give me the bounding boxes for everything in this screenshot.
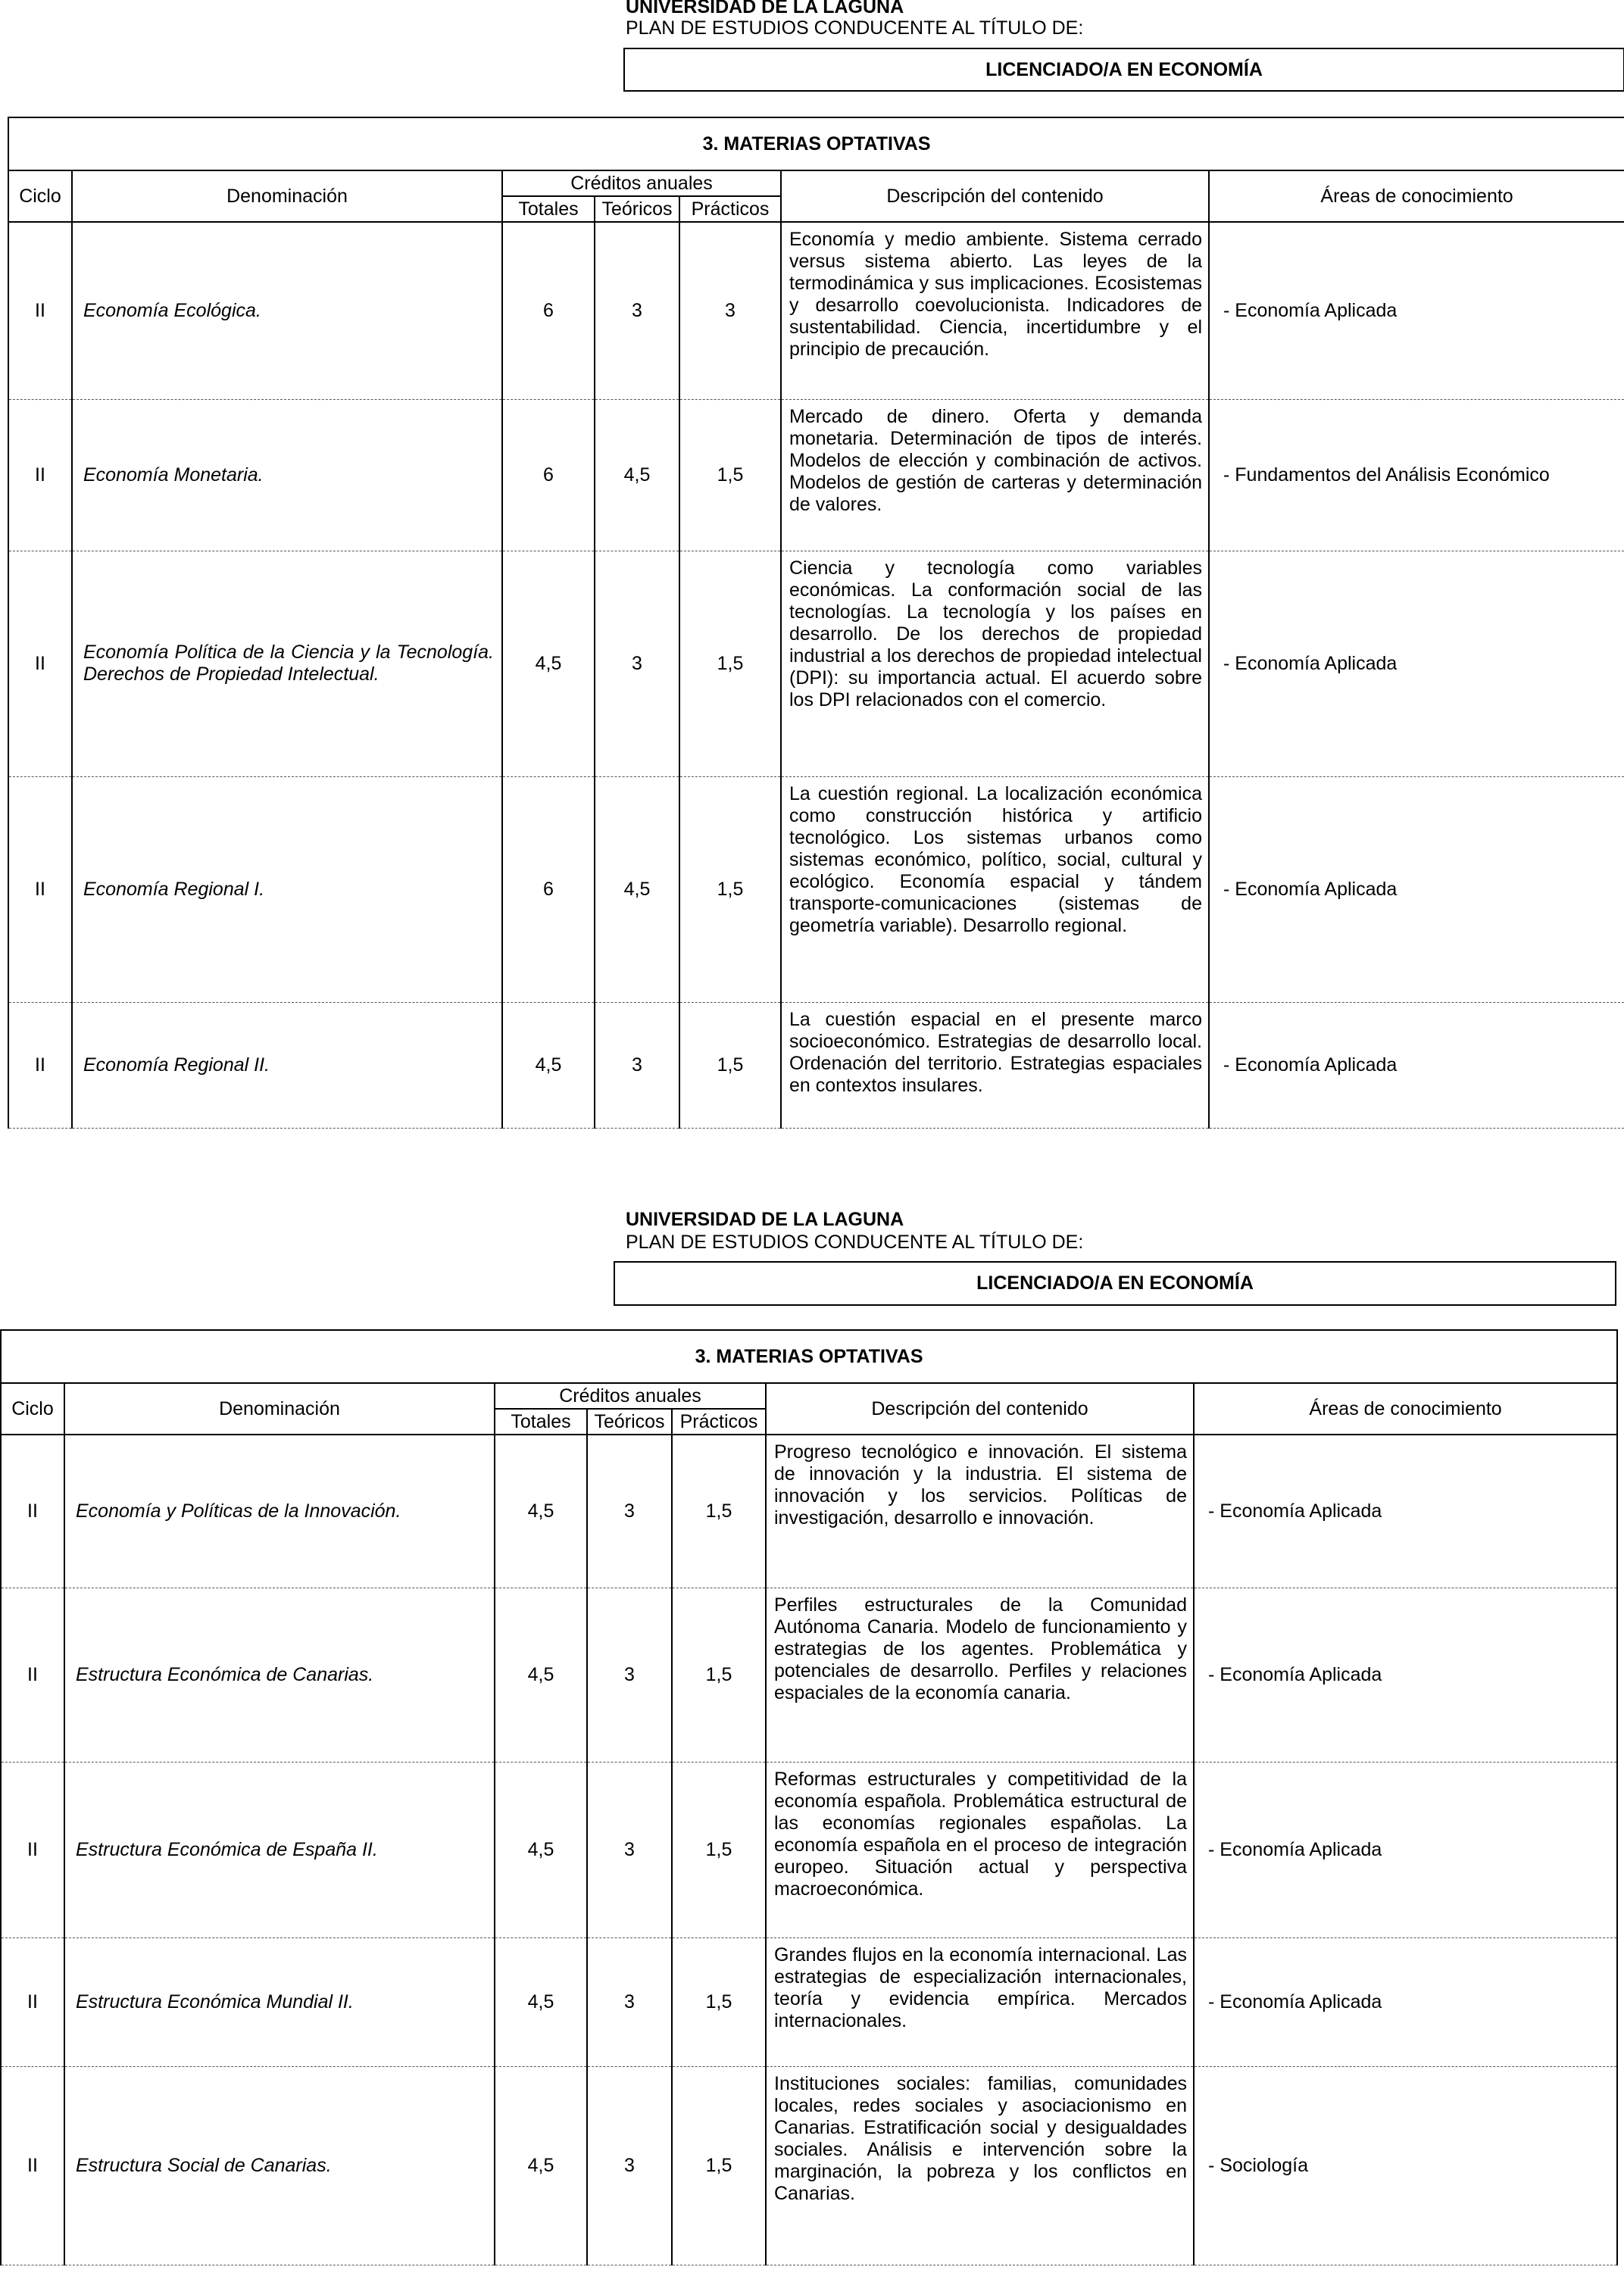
row-description: Reformas estructurales y competitividad de la economía española. Problemática estructural de las economías regionales españolas. La economía española en el proceso de integración europeo. Situación actual y perspectiva macroeconómica. bbox=[766, 1762, 1194, 1937]
col-descripcion: Descripción del contenido bbox=[781, 170, 1209, 222]
row-subject-name: Estructura Económica de España II. bbox=[64, 1762, 495, 1937]
col-totales: Totales bbox=[495, 1409, 587, 1435]
row-totales: 6 bbox=[502, 776, 595, 1002]
row-teoricos: 3 bbox=[587, 1435, 672, 1588]
row-totales: 4,5 bbox=[495, 1937, 587, 2066]
table-row bbox=[1, 1762, 1617, 1937]
row-totales: 6 bbox=[502, 222, 595, 399]
row-ciclo: II bbox=[8, 222, 72, 399]
row-subject-name: Economía Ecológica. bbox=[72, 222, 502, 399]
row-ciclo: II bbox=[1, 2066, 64, 2265]
row-ciclo: II bbox=[8, 551, 72, 776]
col-descripcion: Descripción del contenido bbox=[766, 1383, 1194, 1435]
row-subject-name: Economía y Políticas de la Innovación. bbox=[64, 1435, 495, 1588]
row-practicos: 1,5 bbox=[679, 1002, 781, 1128]
row-practicos: 1,5 bbox=[672, 1762, 766, 1937]
row-area: - Economía Aplicada bbox=[1194, 1588, 1617, 1762]
plan-label: PLAN DE ESTUDIOS CONDUCENTE AL TÍTULO DE: bbox=[626, 17, 1084, 39]
optional-subjects-table bbox=[0, 1329, 1618, 2265]
col-denominacion: Denominación bbox=[64, 1383, 495, 1435]
plan-label: PLAN DE ESTUDIOS CONDUCENTE AL TÍTULO DE: bbox=[626, 1232, 1084, 1253]
row-area: - Economía Aplicada bbox=[1209, 551, 1624, 776]
row-practicos: 1,5 bbox=[672, 2066, 766, 2265]
row-practicos: 1,5 bbox=[679, 551, 781, 776]
row-description: Mercado de dinero. Oferta y demanda monetaria. Determinación de tipos de interés. Modelos de elección y combinación de activos. Modelos de gestión de carteras y determinación de valores. bbox=[781, 399, 1209, 551]
row-area: - Economía Aplicada bbox=[1194, 1435, 1617, 1588]
col-denominacion: Denominación bbox=[72, 170, 502, 222]
row-description: Perfiles estructurales de la Comunidad Autónoma Canaria. Modelo de funcionamiento y estrategias de los agentes. Problemática y potenciales de desarrollo. Perfiles y relaciones espaciales de la economía canaria. bbox=[766, 1588, 1194, 1762]
row-area: - Economía Aplicada bbox=[1209, 222, 1624, 399]
row-subject-name: Estructura Social de Canarias. bbox=[64, 2066, 495, 2265]
col-practicos: Prácticos bbox=[672, 1409, 766, 1435]
row-subject-name: Estructura Económica de Canarias. bbox=[64, 1588, 495, 1762]
row-teoricos: 3 bbox=[595, 1002, 679, 1128]
degree-title: LICENCIADO/A EN ECONOMÍA bbox=[985, 59, 1263, 80]
university-label: UNIVERSIDAD DE LA LAGUNA bbox=[626, 0, 904, 17]
row-area: - Economía Aplicada bbox=[1209, 776, 1624, 1002]
row-totales: 4,5 bbox=[495, 1762, 587, 1937]
degree-title-box bbox=[614, 1261, 1616, 1306]
row-ciclo: II bbox=[8, 399, 72, 551]
row-teoricos: 3 bbox=[587, 2066, 672, 2265]
table-row bbox=[1, 2066, 1617, 2265]
row-teoricos: 3 bbox=[595, 551, 679, 776]
row-teoricos: 3 bbox=[587, 1937, 672, 2066]
table-row bbox=[8, 776, 1624, 1002]
row-subject-name: Estructura Económica Mundial II. bbox=[64, 1937, 495, 2066]
row-ciclo: II bbox=[1, 1435, 64, 1588]
row-subject-name: Economía Regional I. bbox=[72, 776, 502, 1002]
row-description: Economía y medio ambiente. Sistema cerrado versus sistema abierto. Las leyes de la termodinámica y sus implicaciones. Ecosistemas y desarrollo coevolucionista. Indicadores de sustentabilidad. Ciencia, incertidumbre y el principio de precaución. bbox=[781, 222, 1209, 399]
row-ciclo: II bbox=[1, 1937, 64, 2066]
row-area: - Fundamentos del Análisis Económico bbox=[1209, 399, 1624, 551]
university-name bbox=[626, 1210, 904, 1229]
row-teoricos: 4,5 bbox=[595, 776, 679, 1002]
row-area: - Economía Aplicada bbox=[1194, 1937, 1617, 2066]
table-row bbox=[8, 222, 1624, 399]
degree-title-box bbox=[623, 48, 1624, 92]
row-area: - Economía Aplicada bbox=[1194, 1762, 1617, 1937]
row-area: - Economía Aplicada bbox=[1209, 1002, 1624, 1128]
row-teoricos: 3 bbox=[587, 1588, 672, 1762]
col-ciclo: Ciclo bbox=[8, 170, 72, 222]
row-totales: 6 bbox=[502, 399, 595, 551]
row-description: La cuestión regional. La localización económica como construcción histórica y artificio tecnológico. Los sistemas urbanos como sistemas económico, político, social, cultural y ecológico. Economía espacial y tándem transporte-comunicaciones (sistemas de geometría variable). Desarrollo regional. bbox=[781, 776, 1209, 1002]
col-creditos: Créditos anuales bbox=[502, 170, 781, 196]
table-row bbox=[1, 1937, 1617, 2066]
row-subject-name: Economía Política de la Ciencia y la Tecnología. Derechos de Propiedad Intelectual. bbox=[72, 551, 502, 776]
table-row bbox=[8, 399, 1624, 551]
col-areas: Áreas de conocimiento bbox=[1194, 1383, 1617, 1435]
row-subject-name: Economía Monetaria. bbox=[72, 399, 502, 551]
plan-heading bbox=[626, 1232, 1083, 1252]
row-ciclo: II bbox=[8, 776, 72, 1002]
row-description: Grandes flujos en la economía internacional. Las estrategias de especialización internacionales, teoría y evidencia empírica. Mercados internacionales. bbox=[766, 1937, 1194, 2066]
row-practicos: 3 bbox=[679, 222, 781, 399]
row-practicos: 1,5 bbox=[672, 1937, 766, 2066]
row-ciclo: II bbox=[8, 1002, 72, 1128]
col-teoricos: Teóricos bbox=[595, 196, 679, 222]
row-description: La cuestión espacial en el presente marco socioeconómico. Estrategias de desarrollo local. Ordenación del territorio. Estrategias espaciales en contextos insulares. bbox=[781, 1002, 1209, 1128]
row-ciclo: II bbox=[1, 1762, 64, 1937]
row-subject-name: Economía Regional II. bbox=[72, 1002, 502, 1128]
col-areas: Áreas de conocimiento bbox=[1209, 170, 1624, 222]
row-ciclo: II bbox=[1, 1588, 64, 1762]
degree-title: LICENCIADO/A EN ECONOMÍA bbox=[976, 1272, 1254, 1294]
table-row bbox=[8, 1002, 1624, 1128]
col-practicos: Prácticos bbox=[679, 196, 781, 222]
row-practicos: 1,5 bbox=[679, 399, 781, 551]
row-description: Ciencia y tecnología como variables económicas. La conformación social de las tecnologías. La tecnología y los países en desarrollo. De los derechos de propiedad industrial a los derechos de propiedad intelectual (DPI): su importancia actual. El acuerdo sobre los DPI relacionados con el comercio. bbox=[781, 551, 1209, 776]
row-practicos: 1,5 bbox=[672, 1588, 766, 1762]
row-description: Instituciones sociales: familias, comunidades locales, redes sociales y asociacionismo en Canarias. Estratificación social y desigualdades sociales. Análisis e intervención sobre la marginación, la pobreza y los conflictos en Canarias. bbox=[766, 2066, 1194, 2265]
university-label: UNIVERSIDAD DE LA LAGUNA bbox=[626, 1209, 904, 1230]
table-row bbox=[1, 1588, 1617, 1762]
row-area: - Sociología bbox=[1194, 2066, 1617, 2265]
col-ciclo: Ciclo bbox=[1, 1383, 64, 1435]
row-totales: 4,5 bbox=[495, 1588, 587, 1762]
university-name bbox=[626, 0, 904, 17]
row-totales: 4,5 bbox=[502, 551, 595, 776]
col-teoricos: Teóricos bbox=[587, 1409, 672, 1435]
row-teoricos: 3 bbox=[595, 222, 679, 399]
row-totales: 4,5 bbox=[495, 2066, 587, 2265]
row-totales: 4,5 bbox=[495, 1435, 587, 1588]
row-description: Progreso tecnológico e innovación. El sistema de innovación y la industria. El sistema de innovación y los servicios. Políticas de investigación, desarrollo e innovación. bbox=[766, 1435, 1194, 1588]
optional-subjects-table bbox=[8, 117, 1624, 1129]
row-teoricos: 3 bbox=[587, 1762, 672, 1937]
row-totales: 4,5 bbox=[502, 1002, 595, 1128]
section-title: 3. MATERIAS OPTATIVAS bbox=[1, 1330, 1617, 1383]
section-title: 3. MATERIAS OPTATIVAS bbox=[8, 117, 1624, 170]
col-creditos: Créditos anuales bbox=[495, 1383, 766, 1409]
row-teoricos: 4,5 bbox=[595, 399, 679, 551]
row-practicos: 1,5 bbox=[679, 776, 781, 1002]
table-row bbox=[1, 1435, 1617, 1588]
plan-heading bbox=[626, 18, 1083, 38]
table-row bbox=[8, 551, 1624, 776]
col-totales: Totales bbox=[502, 196, 595, 222]
row-practicos: 1,5 bbox=[672, 1435, 766, 1588]
